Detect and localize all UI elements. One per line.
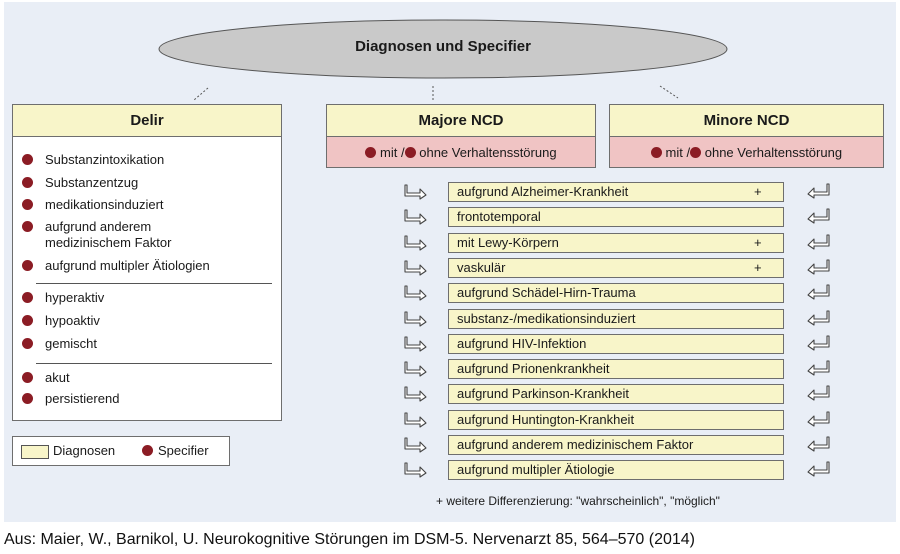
- specifier-dot-icon: [22, 372, 33, 383]
- specifier-dot-icon: [405, 147, 416, 158]
- subtype-label: aufgrund HIV-Infektion: [457, 336, 587, 351]
- subtype-label: substanz-/medikationsinduziert: [457, 311, 636, 326]
- specifier-label: aufgrund anderem medizinischem Faktor: [45, 219, 172, 250]
- specifier-dot-icon: [22, 199, 33, 210]
- subtype-label: aufgrund Schädel-Hirn-Trauma: [457, 285, 636, 300]
- specifier-dot-icon: [22, 177, 33, 188]
- arrow-turn-right-icon: [404, 386, 428, 402]
- arrow-turn-right-icon: [404, 184, 428, 200]
- legend: [12, 436, 230, 466]
- arrow-turn-left-icon: [806, 411, 830, 427]
- diagnosis-swatch-icon: [21, 445, 49, 459]
- specifier-dot-icon: [690, 147, 701, 158]
- plus-marker: +: [754, 235, 762, 250]
- plus-marker: +: [754, 184, 762, 199]
- specifier-label: ohne Verhaltensstörung: [419, 144, 557, 160]
- delir-specifier-item: [45, 197, 164, 213]
- subtype-row: [448, 182, 784, 202]
- arrow-turn-left-icon: [806, 183, 830, 199]
- subtype-row: [448, 359, 784, 379]
- arrow-turn-right-icon: [404, 462, 428, 478]
- specifier-label: hypoaktiv: [45, 313, 100, 328]
- arrow-turn-left-icon: [806, 208, 830, 224]
- delir-specifier-item: [45, 175, 138, 191]
- arrow-turn-right-icon: [404, 412, 428, 428]
- delir-specifier-item: [45, 391, 119, 407]
- subtype-row: [448, 460, 784, 480]
- subtype-label: aufgrund Huntington-Krankheit: [457, 412, 635, 427]
- arrow-turn-left-icon: [806, 335, 830, 351]
- specifier-dot-icon: [22, 393, 33, 404]
- arrow-turn-right-icon: [404, 311, 428, 327]
- arrow-turn-left-icon: [806, 436, 830, 452]
- major-ncd-header: Majore NCD: [326, 104, 596, 137]
- arrow-turn-right-icon: [404, 285, 428, 301]
- specifier-dot-icon: [22, 260, 33, 271]
- specifier-label: gemischt: [45, 336, 98, 351]
- specifier-label: mit /: [380, 144, 405, 160]
- minor-ncd-specifier: [609, 136, 884, 168]
- subtype-row: [448, 384, 784, 404]
- arrow-turn-left-icon: [806, 385, 830, 401]
- subtype-row: [448, 309, 784, 329]
- delir-header: Delir: [12, 104, 282, 137]
- subtype-label: aufgrund Parkinson-Krankheit: [457, 386, 629, 401]
- delir-specifier-item: [45, 290, 104, 306]
- specifier-label: akut: [45, 370, 70, 385]
- footnote: + weitere Differenzierung: "wahrscheinlich", "möglich": [436, 494, 720, 508]
- separator: [36, 363, 272, 364]
- specifier-dot-icon: [365, 147, 376, 158]
- arrow-turn-right-icon: [404, 235, 428, 251]
- specifier-dot-icon: [22, 221, 33, 232]
- arrow-turn-left-icon: [806, 310, 830, 326]
- arrow-turn-left-icon: [806, 284, 830, 300]
- subtype-row: [448, 334, 784, 354]
- arrow-turn-left-icon: [806, 259, 830, 275]
- specifier-label: Substanzentzug: [45, 175, 139, 190]
- specifier-label: hyperaktiv: [45, 290, 105, 305]
- delir-specifier-item: [45, 219, 225, 251]
- major-ncd-specifier: [326, 136, 596, 168]
- specifier-label: medikationsinduziert: [45, 197, 164, 212]
- subtype-label: mit Lewy-Körpern: [457, 235, 559, 250]
- diagram-title: Diagnosen und Specifier: [355, 37, 531, 55]
- arrow-turn-right-icon: [404, 336, 428, 352]
- specifier-label: ohne Verhaltensstörung: [704, 144, 843, 160]
- delir-specifier-item: [45, 370, 70, 386]
- delir-specifier-item: [45, 152, 164, 168]
- subtype-row: [448, 207, 784, 227]
- arrow-turn-left-icon: [806, 234, 830, 250]
- specifier-label: persistierend: [45, 391, 120, 406]
- subtype-row: [448, 410, 784, 430]
- specifier-dot-icon: [651, 147, 662, 158]
- legend-specifier: Specifier: [158, 443, 209, 458]
- source-caption: Aus: Maier, W., Barnikol, U. Neurokognitive Störungen im DSM-5. Nervenarzt 85, 564–570 (2014): [4, 531, 695, 548]
- specifier-label: mit /: [665, 144, 691, 160]
- subtype-label: aufgrund Prionenkrankheit: [457, 361, 610, 376]
- delir-specifier-item: [45, 313, 100, 329]
- specifier-dot-icon: [22, 154, 33, 165]
- arrow-turn-right-icon: [404, 361, 428, 377]
- delir-specifier-item: [45, 258, 210, 274]
- plus-marker: +: [754, 260, 762, 275]
- specifier-dot-icon: [22, 292, 33, 303]
- specifier-dot-icon: [22, 315, 33, 326]
- arrow-turn-right-icon: [404, 209, 428, 225]
- subtype-label: aufgrund multipler Ätiologie: [457, 462, 615, 477]
- subtype-label: aufgrund anderem medizinischem Faktor: [457, 437, 694, 452]
- legend-diagnosen: Diagnosen: [53, 443, 116, 458]
- arrow-turn-right-icon: [404, 437, 428, 453]
- connectors: [0, 0, 900, 110]
- specifier-label: aufgrund multipler Ätiologien: [45, 258, 210, 273]
- minor-ncd-header: Minore NCD: [609, 104, 884, 137]
- specifier-label: Substanzintoxikation: [45, 152, 165, 167]
- delir-specifier-item: [45, 336, 97, 352]
- arrow-turn-right-icon: [404, 260, 428, 276]
- subtype-row: [448, 283, 784, 303]
- subtype-label: frontotemporal: [457, 209, 541, 224]
- subtype-label: vaskulär: [457, 260, 506, 275]
- arrow-turn-left-icon: [806, 461, 830, 477]
- separator: [36, 283, 272, 284]
- arrow-turn-left-icon: [806, 360, 830, 376]
- subtype-label: aufgrund Alzheimer-Krankheit: [457, 184, 629, 199]
- subtype-row: [448, 233, 784, 253]
- subtype-row: [448, 258, 784, 278]
- subtype-row: [448, 435, 784, 455]
- specifier-dot-icon: [22, 338, 33, 349]
- specifier-dot-icon: [142, 445, 153, 456]
